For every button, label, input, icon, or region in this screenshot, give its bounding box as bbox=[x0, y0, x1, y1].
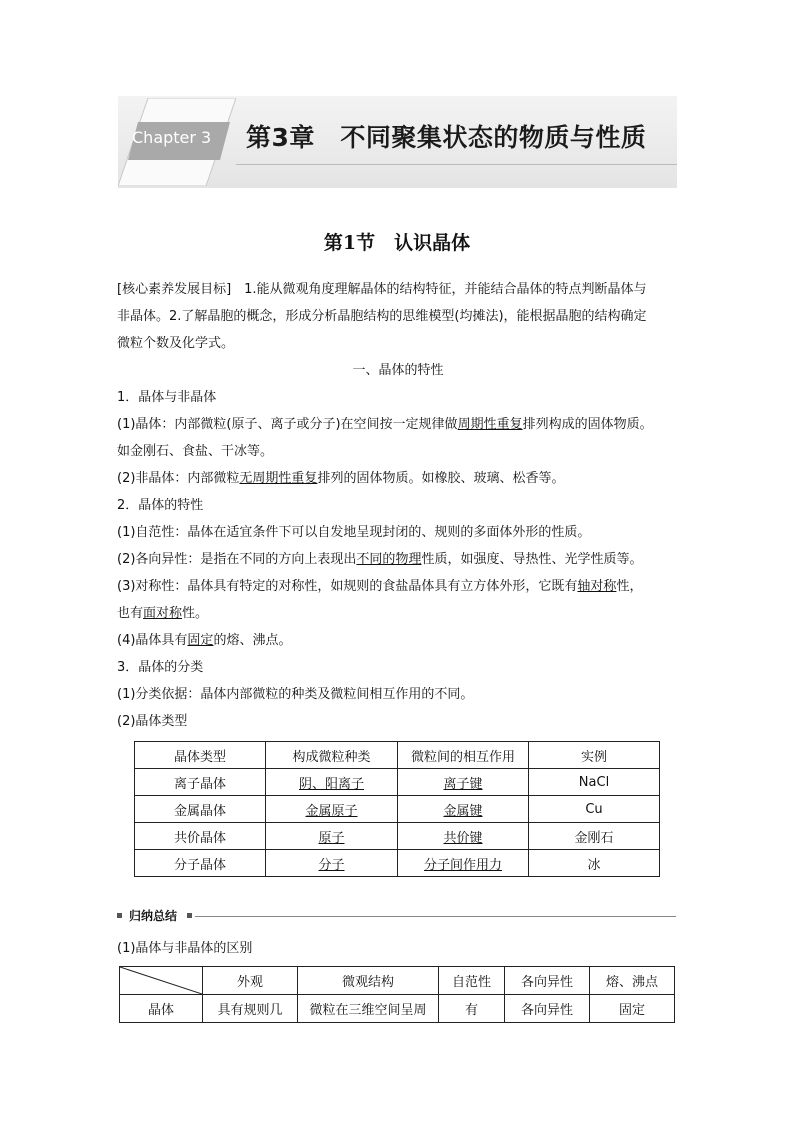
blank-answer: 轴对称 bbox=[577, 579, 617, 594]
table-cell: 金属原子 bbox=[266, 796, 398, 823]
table-row bbox=[135, 850, 660, 877]
table-cell: 分子 bbox=[266, 850, 398, 877]
crystal-comparison-table bbox=[119, 966, 675, 1023]
table-cell: 阴、阳离子 bbox=[266, 769, 398, 796]
table-header-cell: 熔、沸点 bbox=[590, 967, 675, 995]
table-cell: 共价键 bbox=[398, 823, 529, 850]
table-cell: 具有规则几 bbox=[203, 995, 298, 1023]
part-heading: 一、晶体的特性 bbox=[352, 363, 444, 378]
table-cell: 冰 bbox=[529, 850, 660, 877]
table-cell: 金属键 bbox=[398, 796, 529, 823]
table-cell: Cu bbox=[529, 796, 660, 823]
table-cell: 微粒在三维空间呈周 bbox=[298, 995, 439, 1023]
table-header-cell: 微观结构 bbox=[298, 967, 439, 995]
blank-answer: 固定 bbox=[187, 633, 214, 648]
table-header-cell: 微粒间的相互作用 bbox=[398, 742, 529, 769]
subheading: 3．晶体的分类 bbox=[117, 660, 204, 675]
table-header-cell: 晶体类型 bbox=[135, 742, 266, 769]
table-header-cell: 构成微粒种类 bbox=[266, 742, 398, 769]
table-cell: 离子晶体 bbox=[135, 769, 266, 796]
part-one: 一、晶体的特性 1．晶体与非晶体 (1)晶体：内部微粒(原子、离子或分子)在空间按一定规律做周期性重复排列构成的固体物质。 如金刚石、食盐、干冰等。 (2)非晶体：内部微粒无周期性重复排列的固体物质。如橡胶、玻璃、松香等。 2．晶体的特性 (1)自范性：晶体在适宜条件下可以自发地呈现封闭的、规则的多面体外形的性质。 (2)各向异性：是指在不同的方向上表现出不同的物理性质，如强度、导热性、光学性质等。 (3)对称性：晶体具有特定的对称性，如规则的食盐晶体具有立方体外形，它既有轴对称性， 也有面对称性。 (4)晶体具有固定的熔、沸点。 3．晶体的分类 (1)分类依据：晶体内部微粒的种类及微粒间相互作用的不同。 (2)晶体类型 bbox=[117, 357, 679, 735]
table-cell: NaCl bbox=[529, 769, 660, 796]
table-cell: 离子键 bbox=[398, 769, 529, 796]
blank-answer: 不同的 bbox=[356, 552, 396, 567]
table-row bbox=[135, 769, 660, 796]
table-header-cell: 实例 bbox=[529, 742, 660, 769]
table-cell: 分子晶体 bbox=[135, 850, 266, 877]
table-cell: 固定 bbox=[590, 995, 675, 1023]
section-title: 第1节 认识晶体 bbox=[323, 232, 471, 254]
table-header-cell: 各向异性 bbox=[505, 967, 590, 995]
blank-answer: 周期性重复 bbox=[457, 417, 523, 432]
summary-header bbox=[117, 907, 676, 925]
objectives: [核心素养发展目标] 1.能从微观角度理解晶体的结构特征，并能结合晶体的特点判断晶体与 非晶体。2.了解晶胞的概念，形成分析晶胞结构的思维模型(均摊法)，能根据晶胞的结构确定 微粒个数及化学式。 bbox=[117, 282, 647, 351]
table-header-cell: 外观 bbox=[203, 967, 298, 995]
table-cell: 各向异性 bbox=[505, 995, 590, 1023]
table-header-row bbox=[135, 742, 660, 769]
subheading: 1．晶体与非晶体 bbox=[117, 390, 217, 405]
table-cell: 分子间作用力 bbox=[398, 850, 529, 877]
table-cell: 有 bbox=[439, 995, 505, 1023]
table-header-cell: 自范性 bbox=[439, 967, 505, 995]
diagonal-line bbox=[120, 967, 202, 994]
blank-answer: 无周期性重复 bbox=[239, 471, 318, 486]
summary-rule bbox=[195, 916, 676, 917]
table-cell: 金刚石 bbox=[529, 823, 660, 850]
table-cell: 晶体 bbox=[120, 995, 203, 1023]
summary-label: 归纳总结 bbox=[129, 909, 178, 923]
table-row bbox=[120, 995, 675, 1023]
table-row bbox=[135, 823, 660, 850]
table-row bbox=[135, 796, 660, 823]
bullet-square-icon bbox=[117, 913, 122, 918]
table-corner-cell bbox=[120, 967, 203, 995]
table-cell: 共价晶体 bbox=[135, 823, 266, 850]
chapter-tag: Chapter 3 bbox=[132, 128, 212, 147]
blank-answer: 物理 bbox=[395, 552, 422, 567]
bullet-square-icon bbox=[187, 913, 192, 918]
table-header-row bbox=[120, 967, 675, 995]
table-cell: 原子 bbox=[266, 823, 398, 850]
subheading: 2．晶体的特性 bbox=[117, 498, 204, 513]
crystal-types-table bbox=[134, 741, 660, 877]
chapter-title: 第3章 不同聚集状态的物质与性质 bbox=[246, 123, 647, 152]
blank-answer: 面对称 bbox=[143, 606, 183, 621]
table-cell: 金属晶体 bbox=[135, 796, 266, 823]
objectives-label: [核心素养发展目标] bbox=[117, 282, 232, 297]
banner-rule bbox=[236, 164, 677, 165]
summary-item: (1)晶体与非晶体的区别 bbox=[117, 941, 253, 956]
